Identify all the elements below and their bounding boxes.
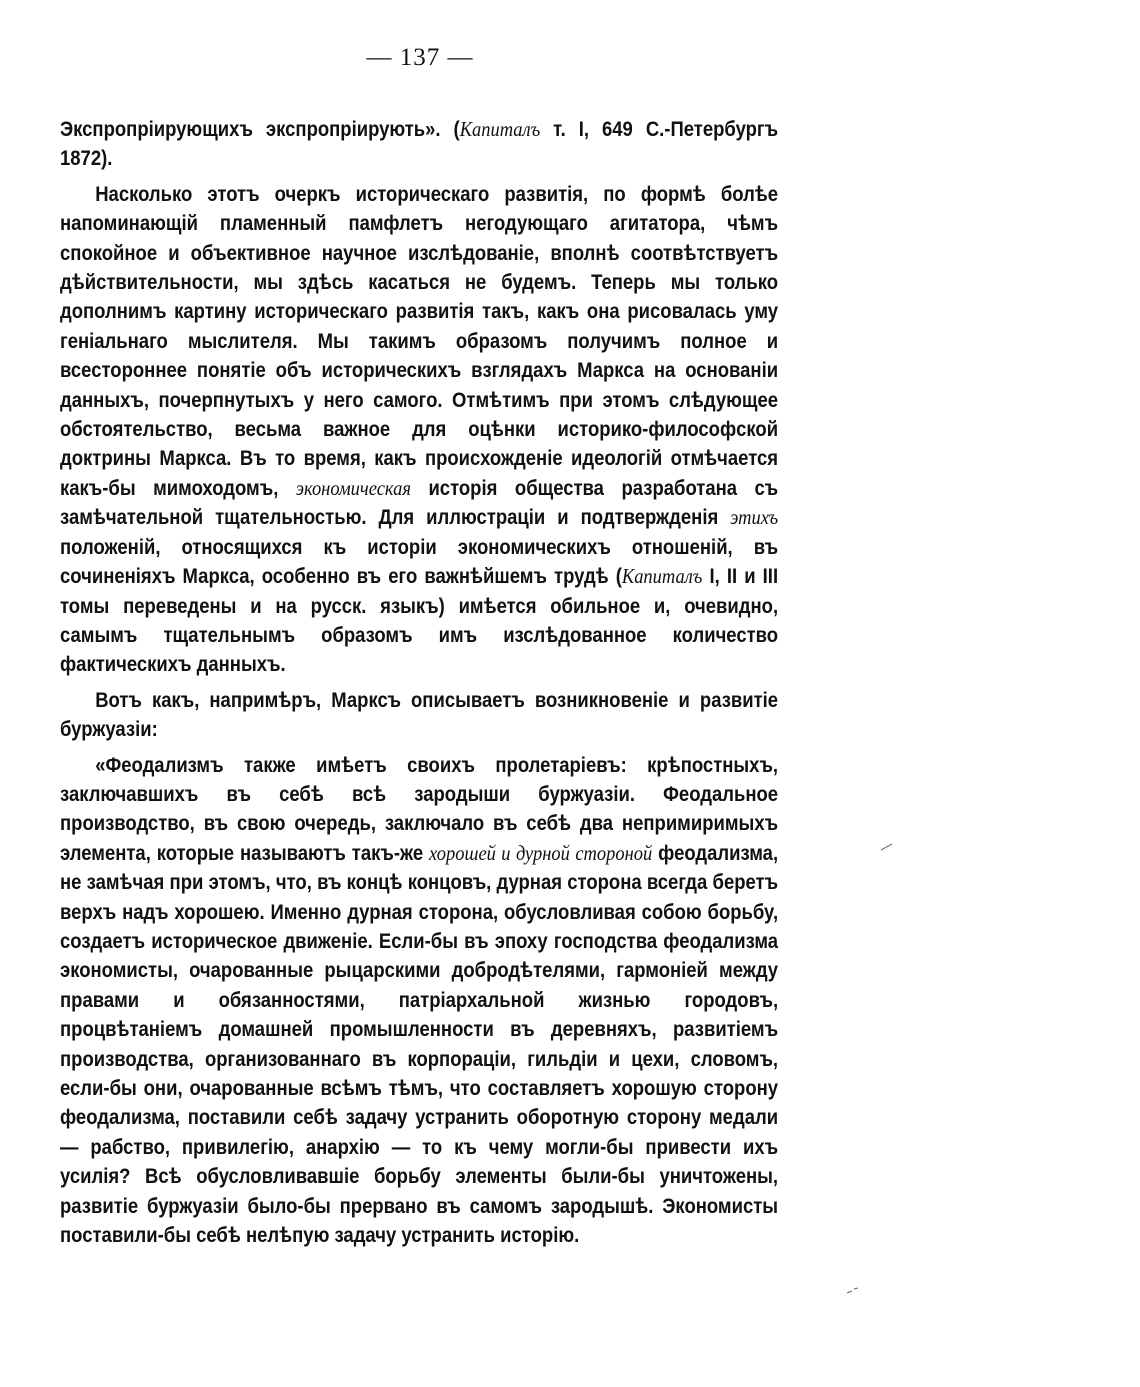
paragraph-3 [60, 686, 778, 745]
paragraph-1 [60, 115, 778, 174]
italic-term: Капиталъ [459, 117, 541, 141]
italic-term: Капиталъ [621, 564, 703, 589]
text-run: «Феодализмъ также имѣетъ своихъ пролетарiевъ: крѣпостныхъ, заключавшихъ въ себѣ всѣ зародыши буржуазiи. Феодальное производство, въ свою очередь, заключало въ себѣ два непримиримыхъ элемента, которые называютъ такъ-же [60, 753, 779, 865]
italic-term: экономическая [295, 475, 411, 500]
paragraph-4-quote [60, 751, 778, 1251]
text-run: положенiй, относящихся къ исторiи экономическихъ отношенiй, въ сочиненiяхъ Маркса, особенно въ его важнѣйшемъ трудѣ ( [60, 535, 779, 589]
italic-term: этихъ [730, 505, 779, 530]
text-run: феодализма, не замѣчая при этомъ, что, въ концѣ концовъ, дурная сторона всегда беретъ верхъ надъ хорошею. Именно дурная сторона, обусловливая собою борьбу, создаетъ историческое движенiе. Если-бы въ эпоху господства феодализма экономисты, очарованные рыцарскими добродѣтелями, гармонiей между правами и обязанностями, патрiархальной жизнью городовъ, процвѣтанiемъ домашней промышленности въ деревняхъ, развитiемъ производства, организованнаго въ корпорацiи, гильдiи и цехи, словомъ, если-бы они, очарованные всѣмъ тѣмъ, что составляетъ хорошую сторону феодализма, поставили себѣ задачу устранить оборотную сторону медали — рабство, привилегiю, анархiю — то къ чему могли-бы привести ихъ усилiя? Всѣ обусловливавшiе борьбу элементы были-бы уничтожены, развитiе буржуазiи было-бы прервано въ самомъ зародышѣ. Экономисты поставили-бы себѣ нелѣпую задачу устранить исторiю. [60, 841, 779, 1248]
text-run: Насколько этотъ очеркъ историческаго развитiя, по формѣ болѣе напоминающiй пламенный памфлетъ негодующаго агитатора, чѣмъ спокойное и объективное научное изслѣдованiе, вполнѣ соотвѣтствуетъ дѣйствительности, мы здѣсь касаться не будемъ. Теперь мы только дополнимъ картину историческаго развитiя такъ, какъ она рисовалась уму генiальнаго мыслителя. Мы такимъ образомъ получимъ полное и всестороннее понятiе объ историческихъ взглядахъ Маркса на основанiи данныхъ, почерпнутыхъ у него самого. Отмѣтимъ при этомъ слѣдующее обстоятельство, весьма важное для оцѣнки историко-философской доктрины Маркса. Въ то время, какъ происхожденiе идеологiй отмѣчается какъ-бы мимоходомъ, [60, 182, 779, 500]
text-run: т. I, 649 С.-Петербургъ 1872). [60, 118, 779, 171]
scan-speck-mark [880, 842, 894, 852]
paragraph-2 [60, 180, 778, 680]
text-run: Вотъ какъ, напримѣръ, Марксъ описываетъ возникновенiе и развитiе буржуазiи: [60, 688, 779, 742]
italic-term: хорошей и дурной стороной [429, 840, 653, 865]
scan-speck-mark [846, 1286, 860, 1296]
text-run: Экспропрiирующихъ экспропрiирують». ( [60, 118, 460, 141]
text-run: исторiя общества разработана съ замѣчательной тщательностью. Для иллюстрацiи и подтвержденiя [60, 476, 779, 530]
text-run: I, II и III томы переведены и на русск. языкъ) имѣется обильное и, очевидно, самымъ тщательнымъ образомъ имъ изслѣдованное количество фактическихъ данныхъ. [60, 565, 779, 677]
page-number: — 137 — [366, 44, 474, 71]
text-body [60, 115, 779, 1256]
